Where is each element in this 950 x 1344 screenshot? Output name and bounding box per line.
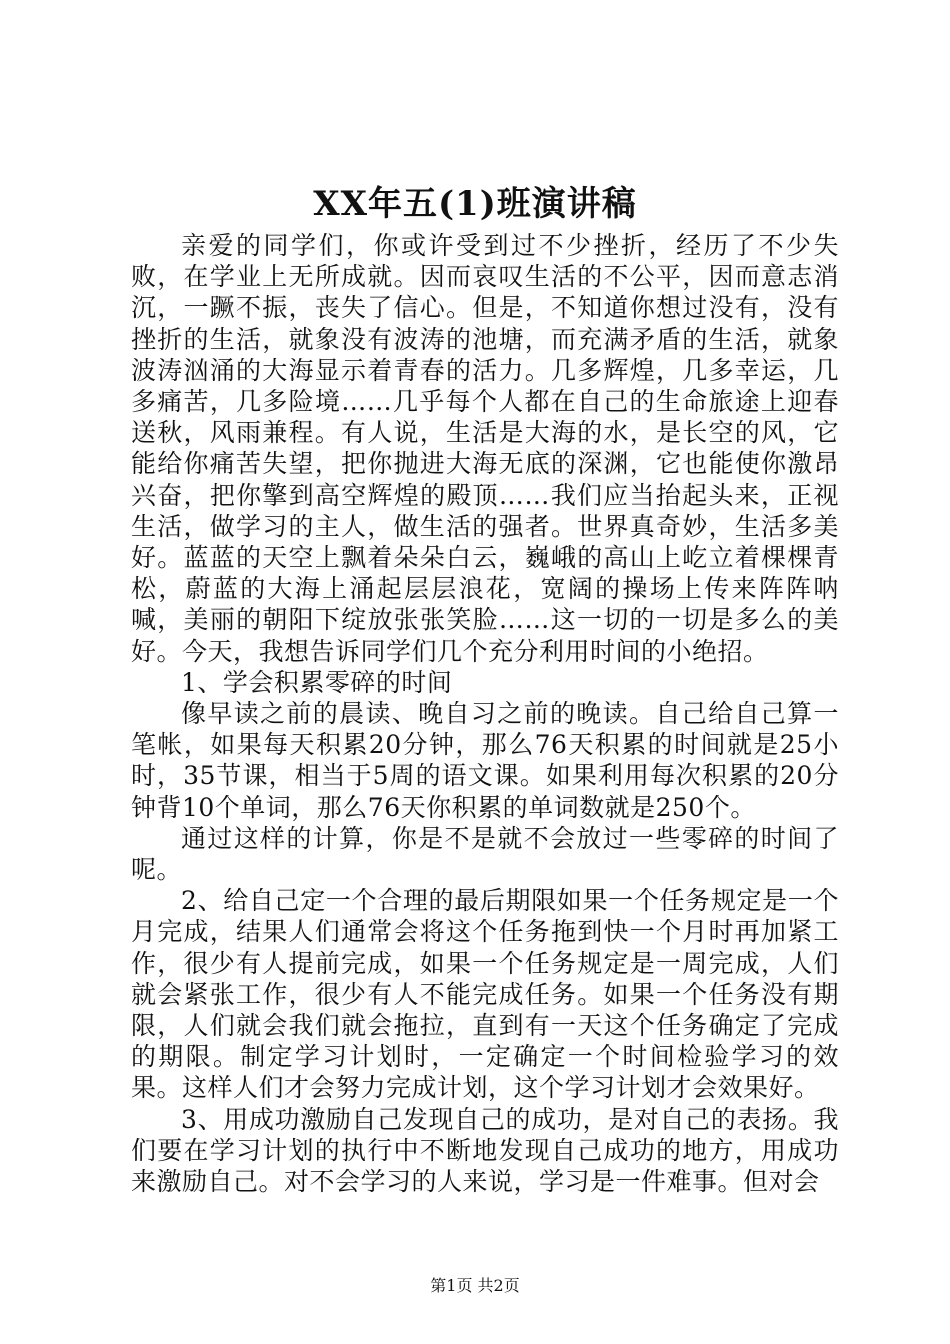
paragraph-intro: 亲爱的同学们，你或许受到过不少挫折，经历了不少失败，在学业上无所成就。因而哀叹生活的不公平，因而意志消沉，一蹶不振，丧失了信心。但是，不知道你想过没有，没有挫折的生活，就象没有波涛的池塘，而充满矛盾的生活，就象波涛汹涌的大海显示着青春的活力。几多辉煌，几多幸运，几多痛苦，几多险境……几乎每个人都在自己的生命旅途上迎春送秋，风雨兼程。有人说，生活是大海的水，是长空的风，它能给你痛苦失望，把你抛进大海无底的深渊，它也能使你激昂兴奋，把你擎到高空辉煌的殿顶……我们应当抬起头来，正视生活，做学习的主人，做生活的强者。世界真奇妙，生活多美好。蓝蓝的天空上飘着朵朵白云，巍峨的高山上屹立着棵棵青松，蔚蓝的大海上涌起层层浪花，宽阔的操场上传来阵阵呐喊，美丽的朝阳下绽放张张笑脸……这一切的一切是多么的美好。今天，我想告诉同学们几个充分利用时间的小绝招。 [131,231,839,666]
paragraph-tip-2: 2、给自己定一个合理的最后期限如果一个任务规定是一个月完成，结果人们通常会将这个任务拖到快一个月时再加紧工作，很少有人提前完成，如果一个任务规定是一周完成，人们就会紧张工作，很少有人不能完成任务。如果一个任务没有期限，人们就会我们就会拖拉，直到有一天这个任务确定了完成的期限。制定学习计划时，一定确定一个时间检验学习的效果。这样人们才会努力完成计划，这个学习计划才会效果好。 [131,886,839,1103]
page-number-footer: 第1页 共2页 [430,1276,520,1295]
paragraph-tip-1-conclusion: 通过这样的计算，你是不是就不会放过一些零碎的时间了呢。 [131,823,839,885]
document-body [131,230,839,1197]
paragraph-tip-3: 3、用成功激励自己发现自己的成功，是对自己的表扬。我们要在学习计划的执行中不断地发现自己成功的地方，用成功来激励自己。对不会学习的人来说，学习是一件难事。但对会 [131,1104,839,1197]
paragraph-tip-1-heading: 1、学会积累零碎的时间 [181,667,453,697]
document-title: XX年五(1)班演讲稿 [313,184,637,224]
paragraph-tip-1-body: 像早读之前的晨读、晚自习之前的晚读。自己给自己算一笔帐，如果每天积累20分钟，那么76天积累的时间就是25小时，35节课，相当于5周的语文课。如果利用每次积累的20分钟背10个单词，那么76天你积累的单词数就是250个。 [131,699,839,822]
